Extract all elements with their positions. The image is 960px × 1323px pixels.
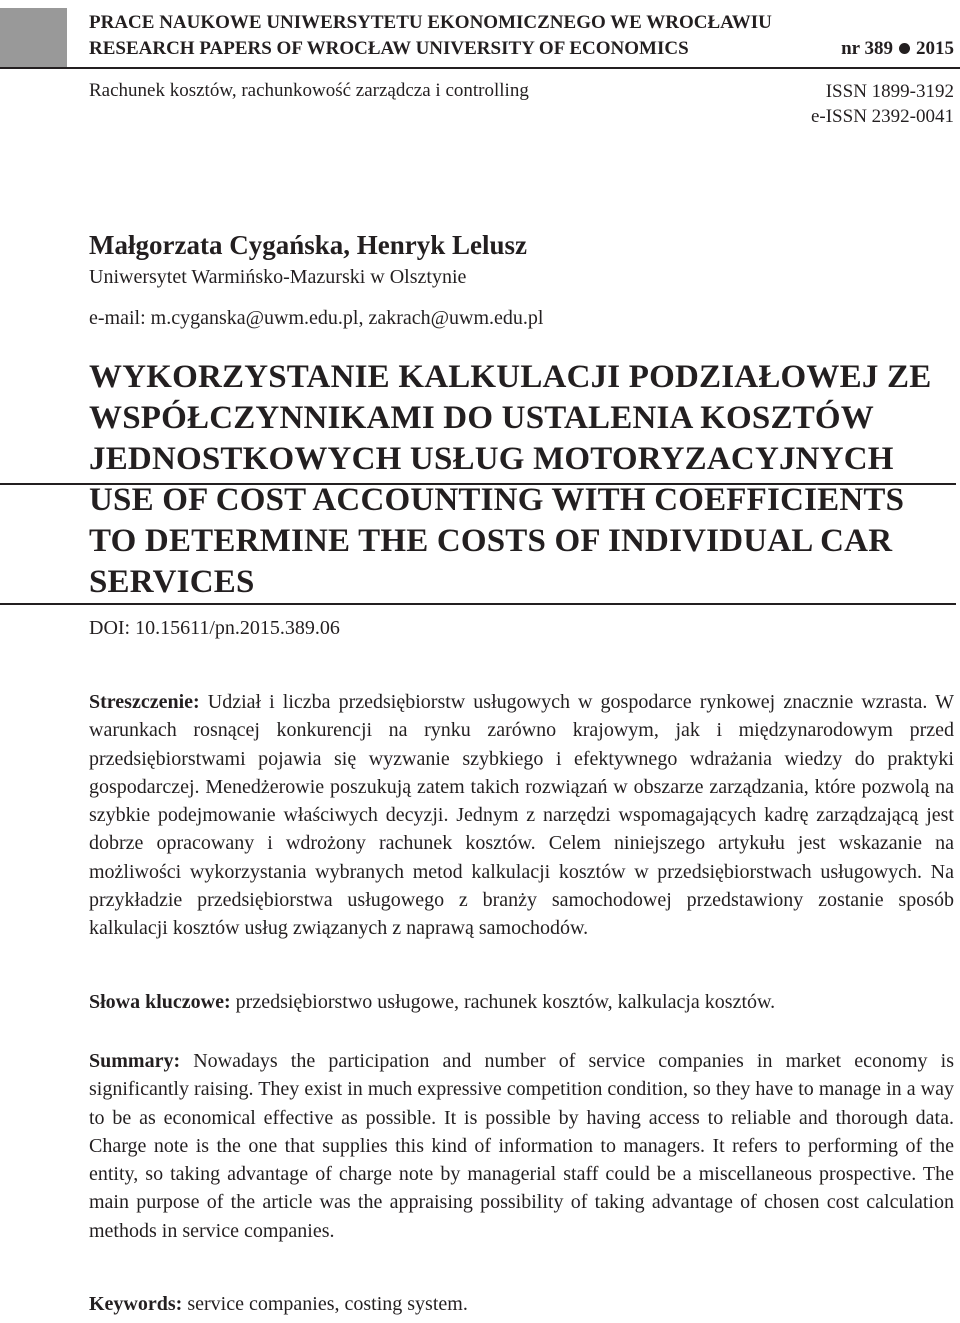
doi: DOI: 10.15611/pn.2015.389.06 (89, 617, 340, 639)
abstract-en-text: Nowadays the participation and number of service companies in market economy is significantly raising. They exist in much expressive competition condition, so they have to manage in a way to be as economical effective as possible. It is possible by having access to reliable and thorough data. Charge note is the one that supplies this kind of information to managers. It refers to performing of the entity, so taking advantage of charge note by managerial staff could be a miscellaneous prospective. The main purpose of the article was the appraising possibility of taking advantage of chosen cost calculation methods in service companies. (89, 1050, 954, 1242)
journal-title-pl (89, 11, 954, 35)
issn-block (811, 79, 954, 129)
bullet-icon (899, 43, 910, 54)
journal-title-en-text: RESEARCH PAPERS OF WROCŁAW UNIVERSITY OF ECONOMICS (89, 38, 689, 59)
eissn: e-ISSN 2392-0041 (810, 106, 954, 127)
title-bottom-rule (0, 603, 956, 605)
keywords-en-label: Keywords: (89, 1293, 183, 1315)
issue-number: nr 389 (841, 38, 893, 59)
authors: Małgorzata Cygańska, Henryk Lelusz (89, 230, 527, 260)
keywords-pl-label: Słowa kluczowe: (89, 991, 231, 1013)
keywords-en (89, 1290, 954, 1318)
abstract-pl-label: Streszczenie: (89, 691, 200, 713)
article-title-pl: WYKORZYSTANIE KALKULACJI PODZIAŁOWEJ ZE WSPÓŁCZYNNIKAMI DO USTALENIA KOSZTÓW JEDNOSTKOWYCH USŁUG MOTORYZACYJNYCH (89, 359, 932, 477)
article-title-en: USE OF COST ACCOUNTING WITH COEFFICIENTS TO DETERMINE THE COSTS OF INDIVIDUAL CAR SERVICES (89, 482, 905, 600)
abstract-pl-text: Udział i liczba przedsiębiorstw usługowych w gospodarce rynkowej znacznie wzrasta. W warunkach rosnącej konkurencji na rynku zarówno krajowym, jak i międzynarodowym przed przedsiębiorstwami pojawia się wyzwanie szybkiego i efektywnego wdrażania wiedzy do praktyki gospodarczej. Menedżerowie poszukują zatem takich rozwiązań w obszarze zarządzania, które pozwolą na szybkie podejmowanie właściwych decyzji. Jednym z narzędzi wspomagających kadrę zarządzającą jest dobrze opracowany i wdrożony rachunek kosztów. Celem niniejszego artykułu jest wskazanie na możliwości wykorzystania wybranych metod kalkulacji kosztów w przedsiębiorstwach usługowych. Na przykładzie przedsiębiorstwa usługowego z branży samochodowej przedstawiony zostanie sposób kalkulacji kosztów usług związanych z naprawą samochodów. (89, 691, 954, 940)
issn: ISSN 1899-3192 (825, 81, 954, 102)
abstract-en (89, 1047, 954, 1245)
abstract-pl (89, 688, 954, 943)
journal-title-pl-text: PRACE NAUKOWE UNIWERSYTETU EKONOMICZNEGO WE WROCŁAWIU (89, 12, 772, 33)
journal-title-en (89, 37, 954, 61)
header-decoration-block (0, 8, 67, 68)
affiliation: Uniwersytet Warmińsko-Mazurski w Olsztynie (89, 266, 467, 288)
keywords-en-text: service companies, costing system. (187, 1293, 468, 1315)
keywords-pl-text: przedsiębiorstwo usługowe, rachunek kosztów, kalkulacja kosztów. (235, 991, 776, 1013)
series-title: Rachunek kosztów, rachunkowość zarządcza i controlling (89, 80, 529, 101)
keywords-pl (89, 988, 954, 1016)
issue-year: 2015 (916, 38, 954, 59)
author-emails: e-mail: m.cyganska@uwm.edu.pl, zakrach@uwm.edu.pl (89, 307, 544, 329)
header-rule (0, 67, 960, 69)
abstract-en-label: Summary: (89, 1050, 181, 1072)
issue-info (841, 37, 954, 61)
